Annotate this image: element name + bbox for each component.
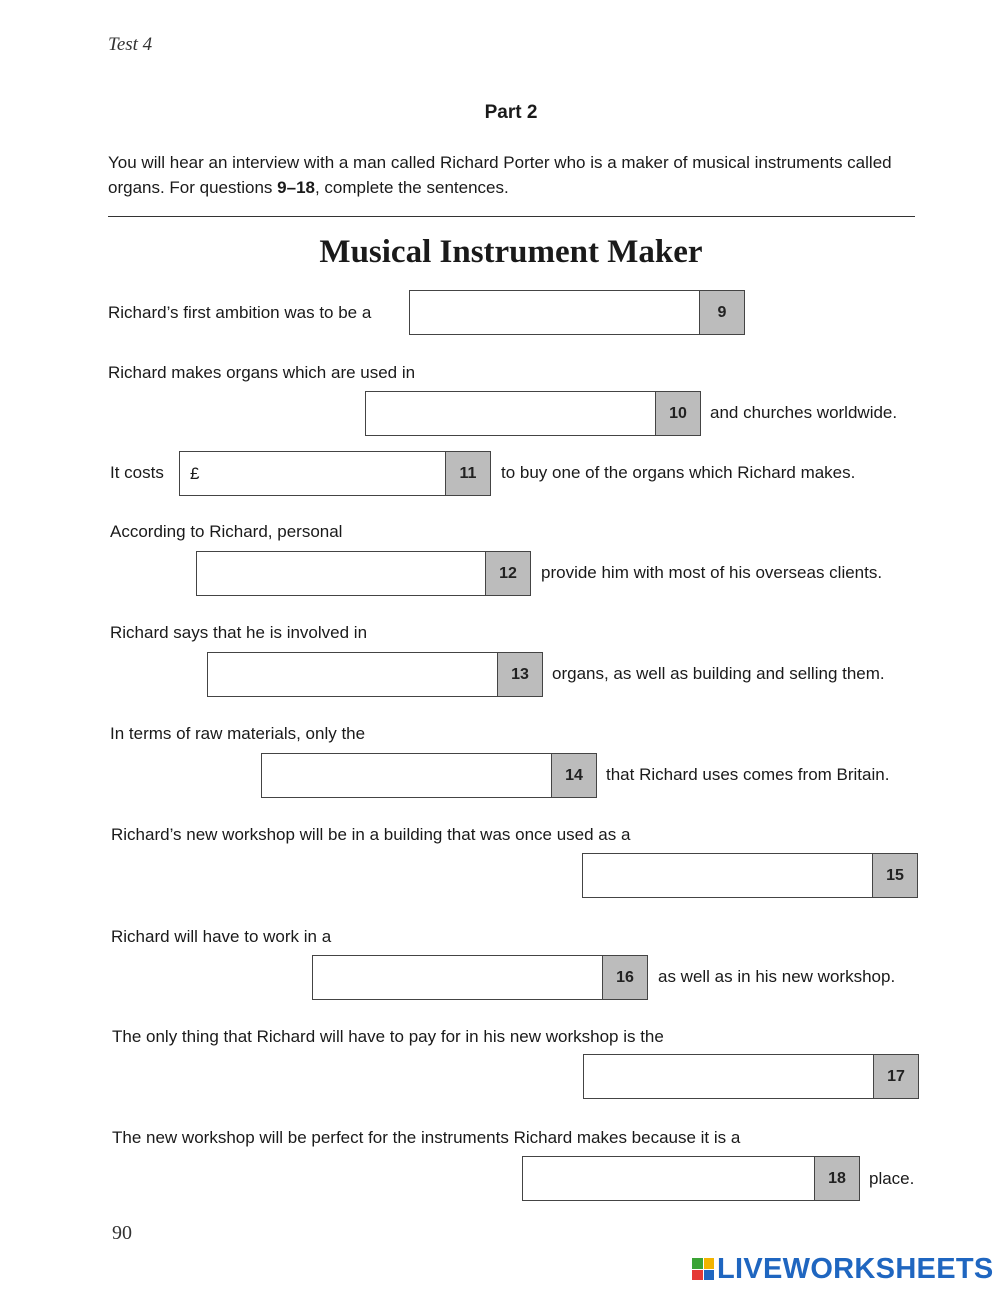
answer-input-16[interactable] [313,956,603,999]
question-9-box [409,290,745,335]
instructions [108,150,923,200]
question-12-box [196,551,531,596]
answer-input-11[interactable] [180,452,446,495]
answer-input-17[interactable] [584,1055,874,1098]
question-18-text-after: place. [869,1169,915,1188]
question-number-18: 18 [814,1157,859,1200]
answer-input-9[interactable] [410,291,700,334]
page-number: 90 [112,1222,132,1244]
question-18-text: The new workshop will be perfect for the instruments Richard makes because it is a [112,1128,741,1147]
question-14-text-after: that Richard uses comes from Britain. [606,765,890,784]
question-16-text-after: as well as in his new workshop. [658,967,896,986]
liveworksheets-logo-icon [692,1258,714,1280]
question-15-box [582,853,918,898]
question-15-text: Richard’s new workshop will be in a building that was once used as a [111,825,631,844]
instructions-text-end: , complete the sentences. [314,178,509,197]
question-number-11: 11 [445,452,490,495]
question-18-box [522,1156,860,1201]
question-12-text-after: provide him with most of his overseas clients. [541,563,883,582]
question-10-box [365,391,701,436]
question-number-14: 14 [551,754,596,797]
question-14-box [261,753,597,798]
question-13-text: Richard says that he is involved in [110,623,368,642]
question-10-text-after: and churches worldwide. [710,403,898,422]
question-12-text: According to Richard, personal [110,522,343,541]
question-number-13: 13 [497,653,542,696]
divider [108,216,915,217]
question-10-text: Richard makes organs which are used in [108,363,416,382]
answer-input-15[interactable] [583,854,873,897]
answer-input-12[interactable] [197,552,486,595]
question-number-17: 17 [873,1055,918,1098]
liveworksheets-brand[interactable] [692,1252,994,1286]
question-number-16: 16 [602,956,647,999]
part-title: Part 2 [484,102,538,123]
question-9-text: Richard’s first ambition was to be a [108,303,372,322]
question-number-12: 12 [485,552,530,595]
test-label: Test 4 [108,34,153,55]
question-11-text: It costs [110,463,164,482]
answer-input-13[interactable] [208,653,498,696]
question-14-text: In terms of raw materials, only the [110,724,366,743]
answer-input-14[interactable] [262,754,552,797]
answer-input-18[interactable] [523,1157,815,1200]
question-number-9: 9 [699,291,744,334]
question-range: 9–18 [277,178,315,197]
question-11-text-after: to buy one of the organs which Richard makes. [501,463,856,482]
question-number-10: 10 [655,392,700,435]
instructions-text: You will hear an interview with a man called Richard Porter who is a maker of musical instruments called organs. For questions [108,153,892,197]
question-16-box [312,955,648,1000]
question-16-text: Richard will have to work in a [111,927,332,946]
currency-symbol: £ [190,463,200,483]
question-13-box [207,652,543,697]
question-11-box [179,451,491,496]
question-17-box [583,1054,919,1099]
question-17-text: The only thing that Richard will have to pay for in his new workshop is the [112,1027,664,1046]
brand-name: LIVEWORKSHEETS [717,1252,994,1285]
question-number-15: 15 [872,854,917,897]
answer-input-10[interactable] [366,392,656,435]
worksheet-title: Musical Instrument Maker [319,234,703,270]
question-13-text-after: organs, as well as building and selling them. [552,664,885,683]
